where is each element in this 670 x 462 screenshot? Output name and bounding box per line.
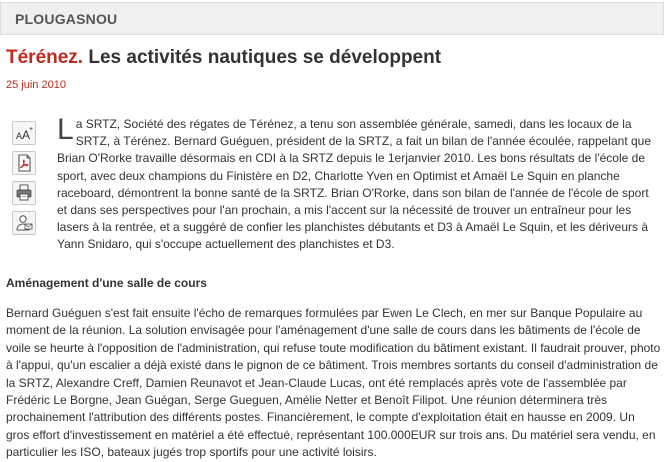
publish-date: 25 juin 2010	[6, 79, 66, 91]
pdf-icon[interactable]	[12, 151, 36, 175]
section-label: PLOUGASNOU	[15, 11, 118, 27]
svg-text:A: A	[16, 131, 23, 141]
article-toolbar	[12, 121, 36, 241]
svg-text:+: +	[29, 126, 34, 133]
section-header	[0, 2, 664, 35]
article-intro	[57, 113, 661, 254]
font-size-icon[interactable]	[12, 121, 36, 145]
share-user-icon[interactable]	[12, 211, 36, 235]
article-title	[6, 47, 441, 69]
svg-text:A: A	[22, 128, 31, 142]
print-icon[interactable]	[12, 181, 36, 205]
article-body: Bernard Guéguen s'est fait ensuite l'écho de remarques formulées par Ewen Le Clech, en mer sur Banque Populaire au moment de la réunion. La solution envisagée pour l'aménagement d'une salle de cours dans les bâtiments de l'école de voile se heurte à l'opposition de l'administration, qui refuse toute modification du bâtiment existant. Il faudrait prouver, photo à l'appui, qu'un escalier a déjà existé dans le pignon de ce bâtiment. Trois membres sortants du conseil d'administration de la SRTZ, Alexandre Creff, Damien Reunavot et Jean-Claude Lucas, ont été remplacés après vote de l'assemblée par Frédéric Le Borgne, Jean Guégan, Serge Gueguen, Amélie Netter et Benoît Filipot. Une réunion déterminera très prochainement l'attribution des différents postes. Financièrement, le compte d'exploitation était en hausse en 2009. Un gros effort d'investissement en matériel a été effectué, représentant 100.000EUR sur trois ans. Du matériel sera vendu, en particulier les ISO, bateaux jugés trop sportifs pour une activité loisirs.	[6, 306, 661, 460]
title-kicker: Térénez.	[6, 47, 84, 68]
intro-text: a SRTZ, Société des régates de Térénez, a tenu son assemblée générale, samedi, dans les locaux de la SRTZ, à Térénez. Bernard Guéguen, président de la SRTZ, a fait un bilan de l'année écoulée, rappelant que Brian O'Rorke travaille désormais en CDI à la SRTZ depuis le 1erjanvier 2010. Les bons résultats de l'école de sport, avec deux champions du Finistère en D2, Charlotte Yven en Optimist et Amaël Le Squin en planche raceboard, démontrent la bonne santé de la SRTZ. Brian O'Rorke, dans son bilan de l'année de l'école de sport et dans ses perspectives pour l'an prochain, a mis l'accent sur la nécessité de trouver un entraîneur pour les lasers à la rentrée, et a suggéré de confier les planchistes débutants et D3 à Amaël Le Squin, et les dériveurs à Yann Snidaro, qui s'occupe actuellement des planchistes et D3.	[57, 117, 652, 252]
drop-cap: L	[57, 113, 74, 146]
title-headline: Les activités nautiques se développent	[88, 47, 442, 68]
article-subheading: Aménagement d'une salle de cours	[6, 276, 207, 290]
